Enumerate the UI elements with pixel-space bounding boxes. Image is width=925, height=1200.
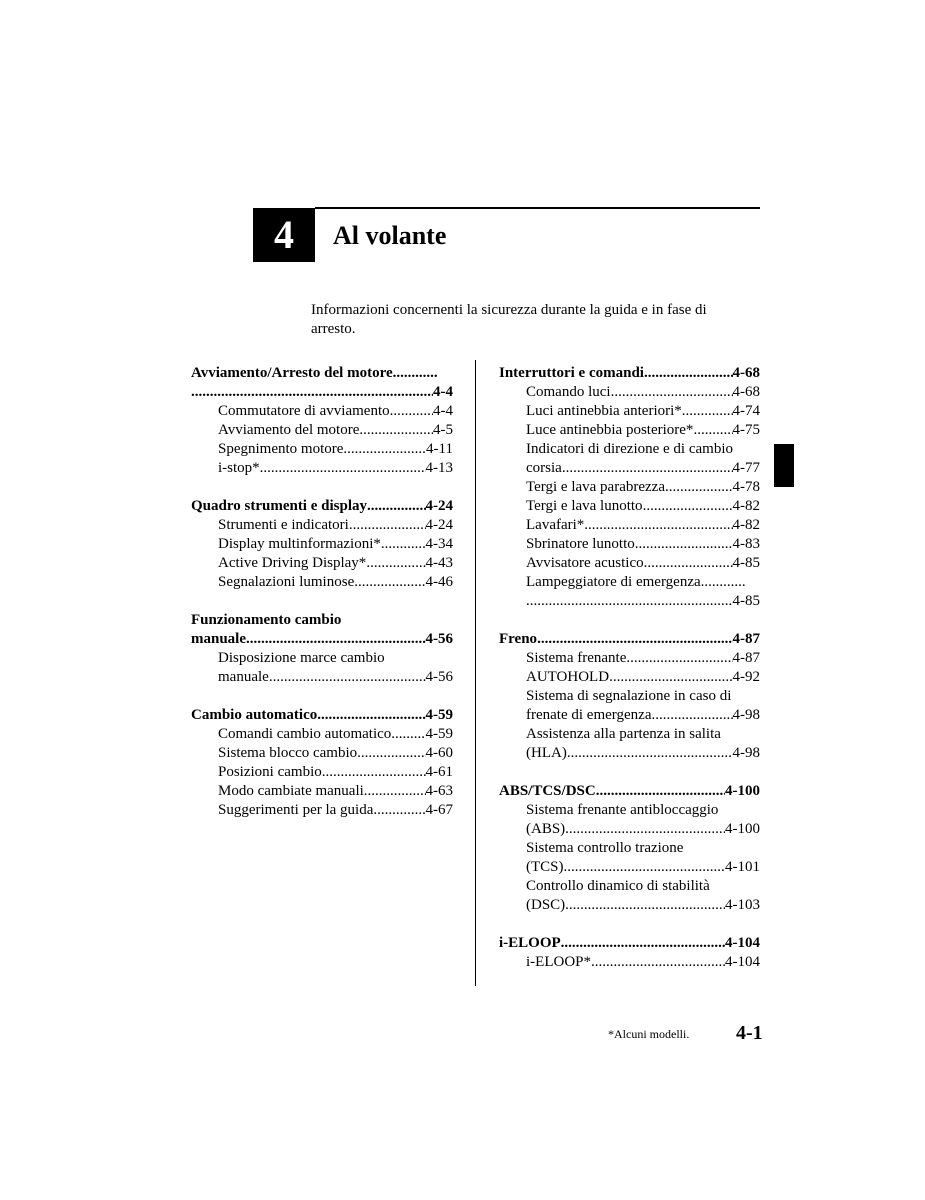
toc-entry[interactable]: Modo cambiate manuali ..... 4-63 (191, 782, 453, 801)
toc-heading-page-row[interactable]: ..... 4-4 (191, 383, 453, 402)
toc-entry[interactable]: Sistema frenante ..... 4-87 (499, 649, 760, 668)
toc-group-avviamento (191, 364, 453, 478)
toc-entry[interactable]: Luci antinebbia anteriori* ..... 4-74 (499, 402, 760, 421)
toc-heading-page-row[interactable]: manuale ..... 4-56 (191, 630, 453, 649)
toc-group-interruttori (499, 364, 760, 611)
toc-entry[interactable]: Assistenza alla partenza in salita (526, 726, 721, 742)
chapter-number: 4 (274, 212, 294, 257)
toc-entry-page-row[interactable]: manuale ..... 4-56 (191, 668, 453, 687)
toc-entry-page-row[interactable]: (DSC) ..... 4-103 (499, 896, 760, 915)
toc-entry[interactable]: Strumenti e indicatori ..... 4-24 (191, 516, 453, 535)
toc-group-quadro (191, 497, 453, 592)
toc-entry[interactable]: Sistema blocco cambio ..... 4-60 (191, 744, 453, 763)
toc-entry[interactable]: Sbrinatore lunotto ..... 4-83 (499, 535, 760, 554)
toc-entry[interactable]: Sistema frenante antibloccaggio (526, 802, 719, 818)
toc-entry[interactable]: Spegnimento motore ..... 4-11 (191, 440, 453, 459)
toc-entry[interactable]: Lavafari* ..... 4-82 (499, 516, 760, 535)
toc-entry[interactable]: Sistema di segnalazione in caso di (526, 688, 732, 704)
toc-entry[interactable]: Avvisatore acustico ..... 4-85 (499, 554, 760, 573)
toc-left-column (191, 364, 453, 839)
chapter-title: Al volante (333, 221, 447, 250)
toc-group-cambio-automatico (191, 706, 453, 820)
toc-entry[interactable]: Controllo dinamico di stabilità (526, 878, 710, 894)
toc-heading[interactable]: Funzionamento cambio (191, 612, 342, 628)
chapter-tab-marker (774, 444, 794, 487)
toc-group-cambio-manuale (191, 611, 453, 687)
toc-entry-page-row[interactable]: (ABS) ..... 4-100 (499, 820, 760, 839)
toc-heading[interactable]: Quadro strumenti e display ..... 4-24 (191, 497, 453, 516)
page-number: 4-1 (736, 1022, 763, 1044)
toc-entry[interactable]: Sistema controllo trazione (526, 840, 684, 856)
toc-entry-page-row[interactable]: (HLA) ..... 4-98 (499, 744, 760, 763)
toc-heading[interactable]: Freno ..... 4-87 (499, 630, 760, 649)
toc-entry[interactable]: Active Driving Display* ..... 4-43 (191, 554, 453, 573)
toc-heading[interactable]: Cambio automatico ..... 4-59 (191, 706, 453, 725)
toc-entry[interactable]: i-stop* ..... 4-13 (191, 459, 453, 478)
footnote: *Alcuni modelli. (608, 1027, 690, 1041)
toc-entry[interactable]: i-ELOOP* ..... 4-104 (499, 953, 760, 972)
toc-entry[interactable]: Segnalazioni luminose ..... 4-46 (191, 573, 453, 592)
toc-group-abs (499, 782, 760, 915)
toc-entry[interactable]: Commutatore di avviamento ..... 4-4 (191, 402, 453, 421)
toc-entry[interactable]: Display multinformazioni* ..... 4-34 (191, 535, 453, 554)
toc-heading[interactable]: i-ELOOP ..... 4-104 (499, 934, 760, 953)
toc-heading[interactable]: Interruttori e comandi ..... 4-68 (499, 364, 760, 383)
chapter-number-box (253, 208, 315, 262)
toc-entry[interactable]: Suggerimenti per la guida ..... 4-67 (191, 801, 453, 820)
toc-entry[interactable]: Comandi cambio automatico ..... 4-59 (191, 725, 453, 744)
toc-entry[interactable]: Lampeggiatore di emergenza............ (526, 574, 746, 590)
column-divider (475, 360, 476, 986)
toc-entry[interactable]: Posizioni cambio ..... 4-61 (191, 763, 453, 782)
toc-entry[interactable]: Comando luci ..... 4-68 (499, 383, 760, 402)
toc-heading[interactable]: Avviamento/Arresto del motore............ (191, 365, 438, 381)
intro-text: Informazioni concernenti la sicurezza durante la guida e in fase di arresto. (311, 302, 707, 337)
toc-entry[interactable]: AUTOHOLD ..... 4-92 (499, 668, 760, 687)
toc-heading[interactable]: ABS/TCS/DSC ..... 4-100 (499, 782, 760, 801)
toc-entry[interactable]: Tergi e lava lunotto ..... 4-82 (499, 497, 760, 516)
toc-entry[interactable]: Disposizione marce cambio (218, 650, 385, 666)
toc-entry-page-row[interactable]: (TCS) ..... 4-101 (499, 858, 760, 877)
toc-entry[interactable]: Avviamento del motore ..... 4-5 (191, 421, 453, 440)
toc-entry-page-row[interactable]: frenate di emergenza ..... 4-98 (499, 706, 760, 725)
toc-group-i-eloop (499, 934, 760, 972)
toc-entry[interactable]: Indicatori di direzione e di cambio (526, 441, 734, 457)
toc-entry-page-row[interactable]: ..... 4-85 (499, 592, 760, 611)
chapter-rule (315, 207, 760, 209)
toc-group-freno (499, 630, 760, 763)
toc-right-column (499, 364, 760, 991)
toc-entry[interactable]: Tergi e lava parabrezza ..... 4-78 (499, 478, 760, 497)
toc-entry[interactable]: Luce antinebbia posteriore* ..... 4-75 (499, 421, 760, 440)
toc-entry-page-row[interactable]: corsia ..... 4-77 (499, 459, 760, 478)
